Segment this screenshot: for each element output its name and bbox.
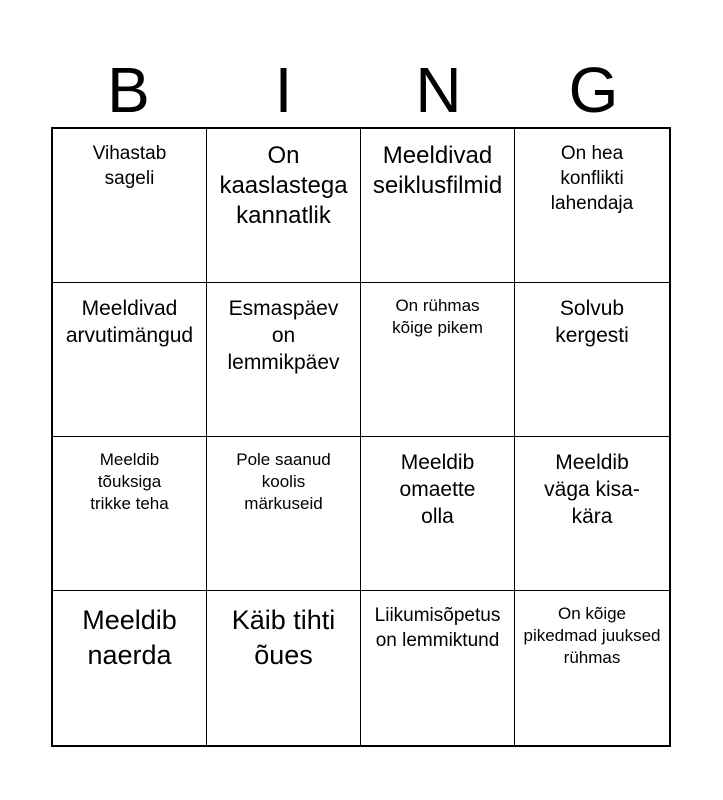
bingo-cell[interactable] bbox=[53, 591, 207, 745]
bingo-grid bbox=[51, 127, 671, 747]
cell-text: Solvub kergesti bbox=[555, 297, 629, 347]
bingo-cell[interactable] bbox=[53, 129, 207, 283]
bingo-cell[interactable] bbox=[207, 591, 361, 745]
cell-text: Vihastab sageli bbox=[92, 143, 167, 189]
bingo-cell[interactable] bbox=[361, 591, 515, 745]
bingo-cell[interactable] bbox=[361, 437, 515, 591]
cell-text: Meeldib omaette olla bbox=[399, 451, 476, 528]
cell-text: Meeldib tõuksiga trikke teha bbox=[90, 450, 169, 513]
cell-text: Meeldivad arvutimängud bbox=[65, 297, 194, 347]
bingo-cell[interactable] bbox=[207, 437, 361, 591]
cell-text: Meeldib väga kisa-kära bbox=[544, 451, 640, 528]
bingo-cell[interactable] bbox=[207, 283, 361, 437]
header-letter-g: G bbox=[568, 54, 619, 126]
bingo-cell[interactable] bbox=[515, 129, 669, 283]
bingo-cell[interactable] bbox=[53, 283, 207, 437]
bingo-cell[interactable] bbox=[515, 591, 669, 745]
cell-text: On kaaslastega kannatlik bbox=[219, 142, 348, 229]
cell-text: Pole saanud koolis märkuseid bbox=[236, 450, 331, 513]
header-letter-b: B bbox=[107, 54, 150, 126]
cell-text: Esmaspäev on lemmikpäev bbox=[227, 297, 340, 374]
cell-text: On rühmas kõige pikem bbox=[392, 296, 483, 337]
bingo-header bbox=[51, 56, 671, 124]
bingo-cell[interactable] bbox=[53, 437, 207, 591]
bingo-cell[interactable] bbox=[515, 437, 669, 591]
bingo-cell[interactable] bbox=[361, 129, 515, 283]
cell-text: Liikumisõpetus on lemmiktund bbox=[374, 605, 501, 651]
cell-text: Meeldivad seiklusfilmid bbox=[372, 142, 503, 199]
cell-text: On kõige pikedmad juuksed rühmas bbox=[523, 604, 661, 667]
cell-text: On hea konflikti lahendaja bbox=[550, 143, 634, 214]
bingo-cell[interactable] bbox=[515, 283, 669, 437]
header-letter-i: I bbox=[274, 54, 293, 126]
bingo-cell[interactable] bbox=[207, 129, 361, 283]
cell-text: Käib tihti õues bbox=[231, 605, 336, 670]
cell-text: Meeldib naerda bbox=[82, 605, 177, 670]
bingo-cell[interactable] bbox=[361, 283, 515, 437]
header-letter-n: N bbox=[415, 54, 462, 126]
